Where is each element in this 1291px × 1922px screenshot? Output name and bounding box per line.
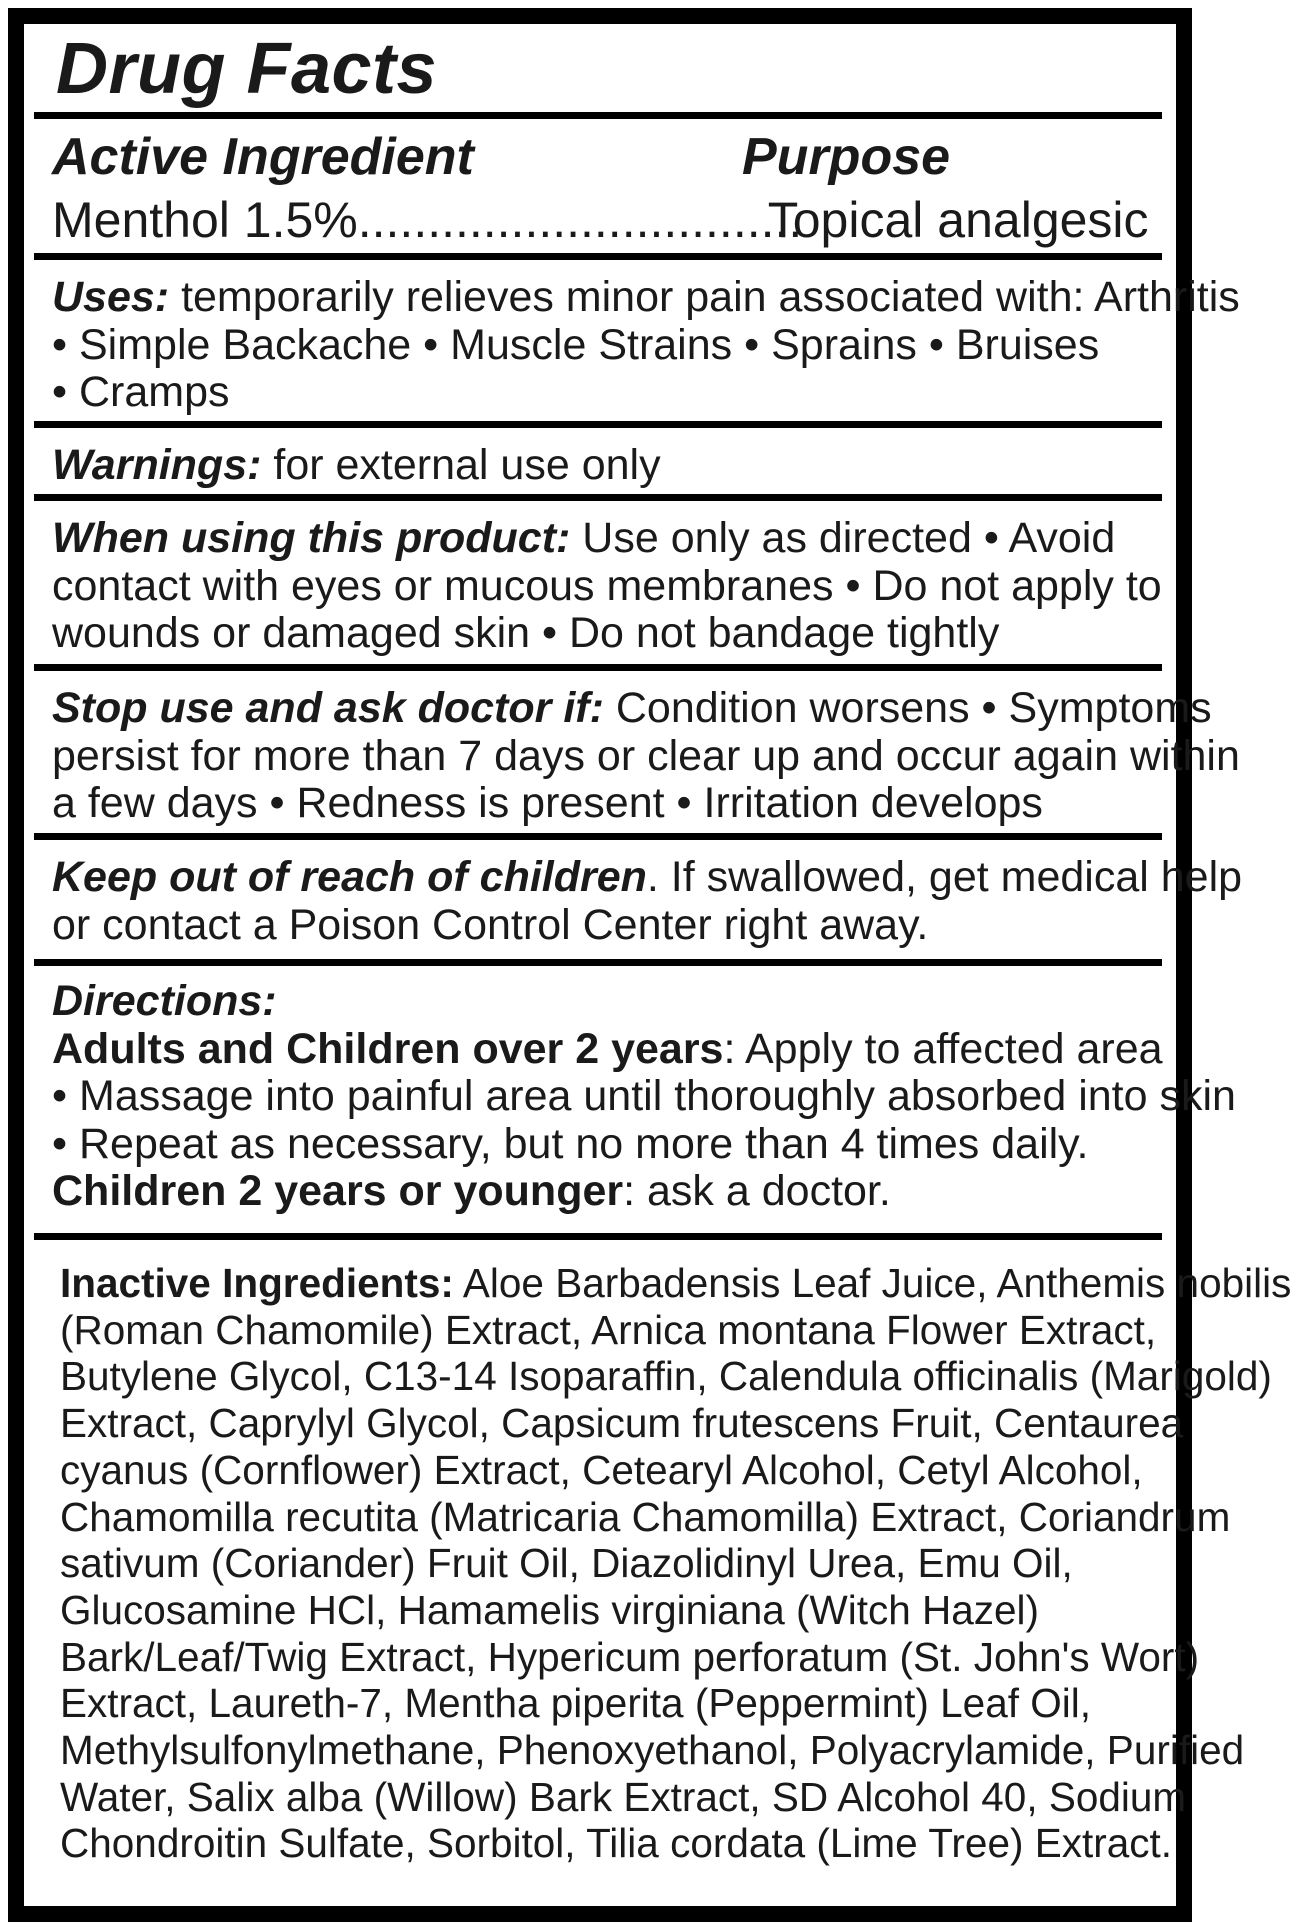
inactive-line: Chondroitin Sulfate, Sorbitol, Tilia cordata (Lime Tree) Extract. (60, 1820, 1172, 1867)
inactive-line: cyanus (Cornflower) Extract, Cetearyl Alcohol, Cetyl Alcohol, (60, 1446, 1143, 1493)
inactive-line: (Roman Chamomile) Extract, Arnica montana Flower Extract, (60, 1306, 1157, 1353)
uses-line: • Cramps (52, 368, 230, 416)
inactive-line: Water, Salix alba (Willow) Bark Extract, SD Alcohol 40, Sodium (60, 1773, 1187, 1820)
when-using-line: contact with eyes or mucous membranes • Do not apply to (52, 561, 1162, 610)
inactive-line: Extract, Caprylyl Glycol, Capsicum frutescens Fruit, Centaurea (60, 1400, 1184, 1447)
inactive-line: Methylsulfonylmethane, Phenoxyethanol, Polyacrylamide, Purified (60, 1727, 1245, 1774)
ingredient-purpose: Topical analgesic (767, 192, 1149, 248)
uses-section (34, 260, 1240, 428)
when-using-label: When using this product: (52, 514, 571, 562)
inactive-line: Chamomilla recutita (Matricaria Chamomilla) Extract, Coriandrum (60, 1493, 1231, 1540)
leader-dots: ................................ (357, 192, 803, 248)
uses-label: Uses: (52, 273, 170, 321)
inactive-line: Extract, Laureth-7, Mentha piperita (Peppermint) Leaf Oil, (60, 1680, 1091, 1727)
directions-line: • Massage into painful area until thoroughly absorbed into skin (52, 1072, 1236, 1120)
inactive-line: Aloe Barbadensis Leaf Juice, Anthemis nobilis (453, 1260, 1291, 1306)
warnings-section (34, 428, 1162, 501)
drug-facts-panel (8, 8, 1291, 1922)
children-label: Children 2 years or younger (52, 1167, 624, 1215)
active-ingredient-heading: Active Ingredient (52, 128, 474, 186)
adults-text: : Apply to affected area (723, 1024, 1163, 1073)
inactive-line: Butylene Glycol, C13-14 Isoparaffin, Calendula officinalis (Marigold) (60, 1353, 1272, 1400)
inactive-ingredients-section (34, 1240, 1291, 1867)
warnings-label: Warnings: (52, 441, 262, 489)
panel-title: Drug Facts (34, 24, 1162, 119)
directions-section (34, 966, 1236, 1240)
children-text: : ask a doctor. (623, 1167, 891, 1215)
active-ingredient-header (52, 125, 1144, 189)
stop-use-line: persist for more than 7 days or clear up and occur again within (52, 731, 1240, 780)
when-using-section (34, 501, 1162, 671)
uses-line: • Simple Backache • Muscle Strains • Sprains • Bruises (52, 320, 1100, 369)
stop-use-text: Condition worsens • Symptoms (603, 684, 1212, 732)
adults-label: Adults and Children over 2 years (52, 1024, 724, 1073)
keep-out-label: Keep out of reach of children (52, 853, 647, 901)
drug-facts-content (34, 24, 1291, 1867)
stop-use-line: a few days • Redness is present • Irritation develops (52, 779, 1043, 827)
stop-use-label: Stop use and ask doctor if: (52, 684, 604, 732)
keep-out-line: or contact a Poison Control Center right away. (52, 900, 929, 949)
directions-line: • Repeat as necessary, but no more than 4 times daily. (52, 1119, 1089, 1168)
inactive-line: Glucosamine HCl, Hamamelis virginiana (Witch Hazel) (60, 1586, 1040, 1633)
keep-out-section (34, 840, 1243, 966)
inactive-line: sativum (Coriander) Fruit Oil, Diazolidinyl Urea, Emu Oil, (60, 1540, 1073, 1587)
purpose-heading: Purpose (742, 128, 951, 186)
ingredient-name: Menthol 1.5% (52, 192, 358, 248)
active-ingredient-row (52, 189, 1149, 251)
keep-out-text: . If swallowed, get medical help (646, 853, 1243, 901)
when-using-text: Use only as directed • Avoid (570, 514, 1116, 562)
uses-text: temporarily relieves minor pain associated with: Arthritis (169, 273, 1240, 321)
inactive-line: Bark/Leaf/Twig Extract, Hypericum perforatum (St. John's Wort) (60, 1633, 1200, 1680)
when-using-line: wounds or damaged skin • Do not bandage tightly (52, 609, 1000, 657)
stop-use-section (34, 671, 1240, 840)
directions-label: Directions: (52, 977, 277, 1025)
warnings-text: for external use only (261, 441, 661, 489)
inactive-label: Inactive Ingredients: (60, 1260, 454, 1306)
active-ingredient-section (34, 119, 1162, 260)
